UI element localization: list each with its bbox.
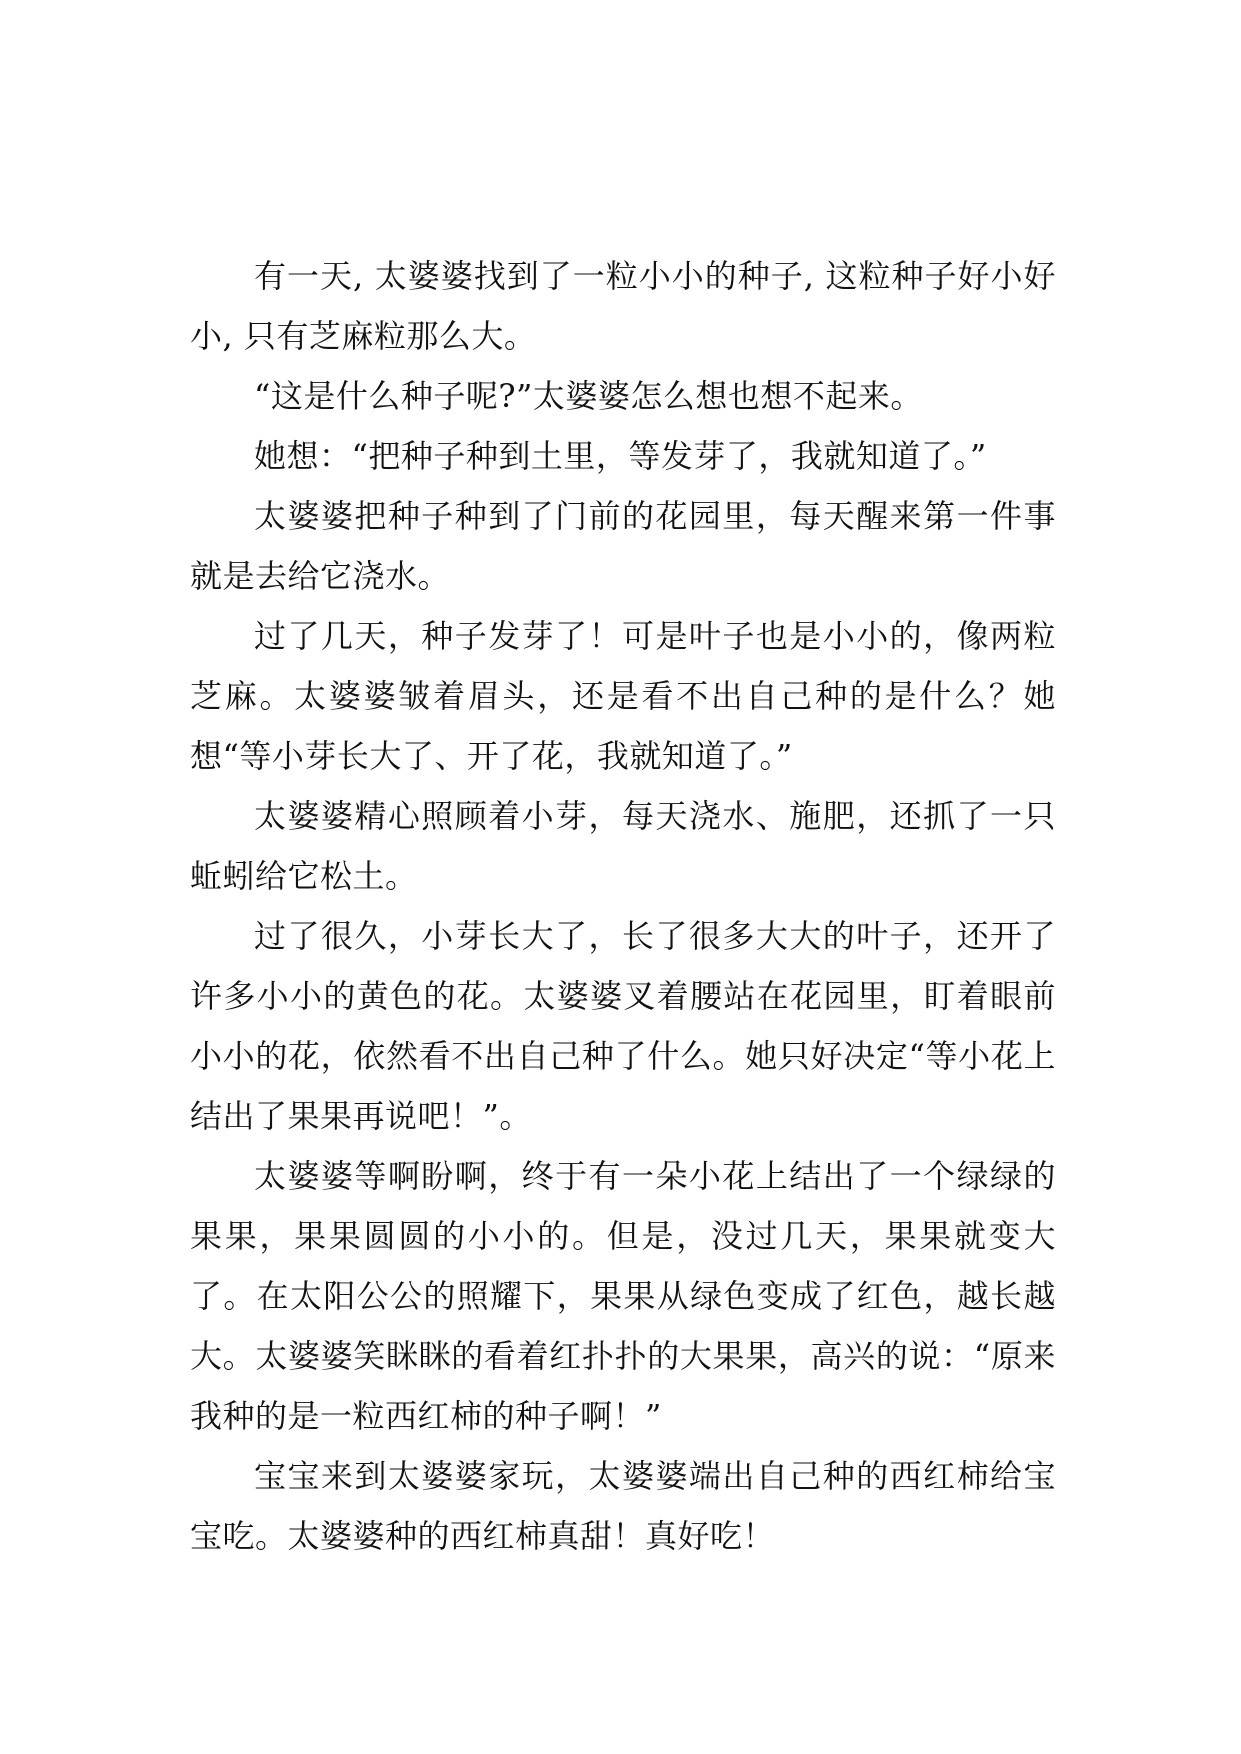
paragraph-8: 太婆婆等啊盼啊，终于有一朵小花上结出了一个绿绿的果果，果果圆圆的小小的。但是，没过几天，果果就变大了。在太阳公公的照耀下，果果从绿色变成了红色，越长越大。太婆婆笑眯眯的看着红扑扑的大果果，高兴的说：“原来我种的是一粒西红柿的种子啊！”: [190, 1157, 1056, 1435]
paragraph-6: 太婆婆精心照顾着小芽，每天浇水、施肥，还抓了一只蚯蚓给它松土。: [190, 797, 1056, 895]
paragraph-1: 有一天, 太婆婆找到了一粒小小的种子, 这粒种子好小好小, 只有芝麻粒那么大。: [190, 257, 1056, 355]
paragraph-5: 过了几天，种子发芽了！可是叶子也是小小的，像两粒芝麻。太婆婆皱着眉头，还是看不出自己种的是什么？她想“等小芽长大了、开了花，我就知道了。”: [190, 617, 1056, 775]
paragraph-4: 太婆婆把种子种到了门前的花园里，每天醒来第一件事就是去给它浇水。: [190, 497, 1056, 595]
story-text: [190, 246, 1056, 1566]
paragraph-7: 过了很久，小芽长大了，长了很多大大的叶子，还开了许多小小的黄色的花。太婆婆叉着腰站在花园里，盯着眼前小小的花，依然看不出自己种了什么。她只好决定“等小花上结出了果果再说吧！”。: [190, 917, 1056, 1135]
paragraph-3: 她想：“把种子种到土里，等发芽了，我就知道了。”: [254, 437, 987, 475]
paragraph-2: “这是什么种子呢?”太婆婆怎么想也想不起来。: [254, 377, 923, 415]
paragraph-9: 宝宝来到太婆婆家玩，太婆婆端出自己种的西红柿给宝宝吃。太婆婆种的西红柿真甜！真好吃！: [190, 1457, 1056, 1555]
